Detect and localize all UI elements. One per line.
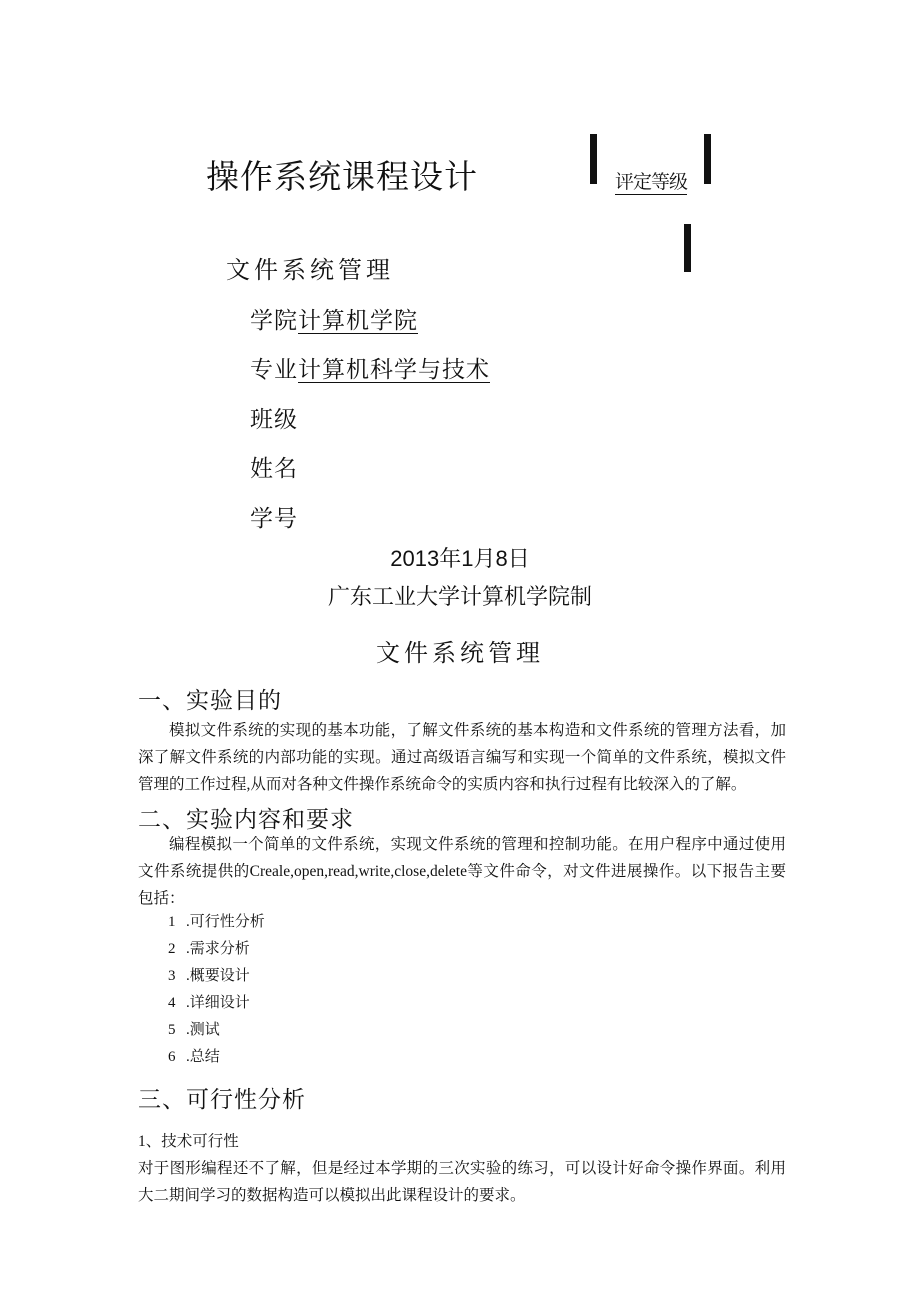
list-item xyxy=(168,1044,265,1071)
cover-maker: 广东工业大学计算机学院制 xyxy=(327,584,592,609)
field-value: 计算机学院 xyxy=(298,307,418,333)
list-item-text: .可行性分析 xyxy=(186,914,265,930)
list-item-number: 5 xyxy=(168,1022,176,1038)
subject-title: 文件系统管理 xyxy=(226,258,394,284)
list-item xyxy=(168,1017,265,1044)
grade-box-right-border xyxy=(704,134,711,184)
list-item-text: .测试 xyxy=(186,1022,220,1038)
field-label: 专业 xyxy=(250,356,298,382)
section-1-paragraph: 模拟文件系统的实现的基本功能，了解文件系统的基本构造和文件系统的管理方法看，加深了解文件系统的内部功能的实现。通过高级语言编写和实现一个简单的文件系统，模拟文件管理的工作过程,从而对各种文件操作系统命令的实质内容和执行过程有比较深入的了解。 xyxy=(138,722,786,793)
list-item xyxy=(168,909,265,936)
field-name xyxy=(250,450,298,483)
field-student-id xyxy=(250,500,298,533)
field-college xyxy=(250,302,418,335)
list-item-text: .需求分析 xyxy=(186,941,250,957)
field-class xyxy=(250,401,298,434)
list-item xyxy=(168,936,265,963)
section-3-heading: 三、可行性分析 xyxy=(138,1086,306,1112)
list-item xyxy=(168,990,265,1017)
section-1-heading: 一、实验目的 xyxy=(138,687,282,713)
list-item-number: 6 xyxy=(168,1049,176,1065)
document-title: 文件系统管理 xyxy=(376,641,544,667)
field-label: 学院 xyxy=(250,307,298,333)
cover-date: 2013年1月8日 xyxy=(390,546,530,571)
field-label: 学号 xyxy=(250,505,298,531)
grade-box-bottom-bar xyxy=(684,224,691,272)
section-3-subheading: 1、技术可行性 xyxy=(138,1133,239,1150)
grade-label: 评定等级 xyxy=(615,167,687,195)
field-value: 计算机科学与技术 xyxy=(298,356,490,382)
list-item-number: 1 xyxy=(168,914,176,930)
list-item-text: .详细设计 xyxy=(186,995,250,1011)
section-2-heading: 二、实验内容和要求 xyxy=(138,806,354,832)
field-label: 班级 xyxy=(250,406,298,432)
field-label: 姓名 xyxy=(250,455,298,481)
list-item-text: .概要设计 xyxy=(186,968,250,984)
course-title: 操作系统课程设计 xyxy=(206,158,478,195)
list-item-number: 3 xyxy=(168,968,176,984)
list-item-text: .总结 xyxy=(186,1049,220,1065)
list-item-number: 2 xyxy=(168,941,176,957)
section-3-paragraph: 对于图形编程还不了解，但是经过本学期的三次实验的练习，可以设计好命令操作界面。利用大二期间学习的数据构造可以模拟出此课程设计的要求。 xyxy=(138,1160,786,1204)
list-item-number: 4 xyxy=(168,995,176,1011)
section-2-paragraph: 编程模拟一个简单的文件系统，实现文件系统的管理和控制功能。在用户程序中通过使用文件系统提供的Creale,open,read,write,close,delete等文件命令，对文件进展操作。以下报告主要包括： xyxy=(138,836,786,907)
list-item xyxy=(168,963,265,990)
grade-box-left-border xyxy=(590,134,597,184)
report-contents-list xyxy=(168,909,265,1071)
field-major xyxy=(250,351,490,384)
